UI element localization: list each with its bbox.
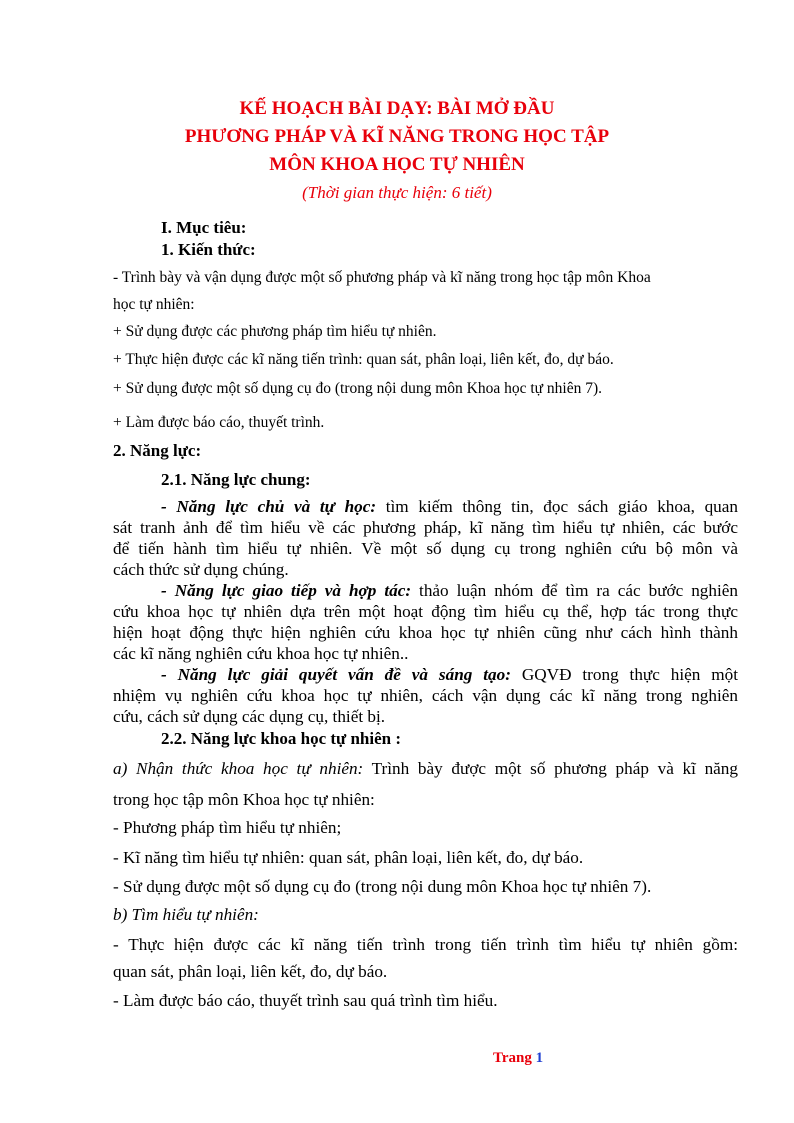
inquiry-label: b) Tìm hiểu tự nhiên:: [113, 905, 259, 924]
page-footer: [493, 1050, 543, 1067]
page-number: 1: [535, 1050, 544, 1066]
self-study-label: - Năng lực chủ và tự học:: [161, 497, 377, 516]
cognition-line-2: trong học tập môn Khoa học tự nhiên:: [113, 790, 375, 809]
page-label: Trang: [493, 1050, 532, 1066]
communication-line-3: hiện hoạt động thực hiện nghiên cứu khoa học tự nhiên cũng như cách hình thành: [113, 623, 738, 642]
problem-solving-label: - Năng lực giải quyết vấn đề và sáng tạo:: [161, 665, 511, 684]
cognition-bullet: - Sử dụng được một số dụng cụ đo (trong nội dung môn Khoa học tự nhiên 7).: [113, 877, 652, 896]
inquiry-line-3: - Làm được báo cáo, thuyết trình sau quá trình tìm hiểu.: [113, 991, 498, 1010]
problem-solving-line-2: nhiệm vụ nghiên cứu khoa học tự nhiên, cách vận dụng các kĩ năng trong nghiên: [113, 686, 738, 705]
self-study-line-1: - Năng lực chủ và tự học: tìm kiếm thông tin, đọc sách giáo khoa, quan: [161, 497, 738, 516]
inquiry-line-1: - Thực hiện được các kĩ năng tiến trình trong tiến trình tìm hiểu tự nhiên gồm:: [113, 935, 738, 954]
cognition-bullet: - Kĩ năng tìm hiểu tự nhiên: quan sát, phân loại, liên kết, đo, dự báo.: [113, 848, 584, 867]
title-line-2: PHƯƠNG PHÁP VÀ KĨ NĂNG TRONG HỌC TẬP: [184, 126, 610, 147]
self-study-line-2: sát tranh ảnh để tìm hiểu về các phương pháp, kĩ năng tìm hiểu tự nhiên, các bước: [113, 518, 738, 537]
title-line-3: MÔN KHOA HỌC TỰ NHIÊN: [269, 154, 525, 175]
problem-solving-line-3: cứu, cách sử dụng các dụng cụ, thiết bị.: [113, 707, 386, 726]
knowledge-heading: 1. Kiến thức:: [161, 240, 256, 259]
self-study-line-3: để tiến hành tìm hiểu tự nhiên. Về một số dụng cụ trong nghiên cứu bộ môn và: [113, 539, 738, 558]
communication-label: - Năng lực giao tiếp và hợp tác:: [161, 581, 412, 600]
self-study-line-4: cách thức sử dụng chúng.: [113, 560, 289, 579]
knowledge-bullet: + Sử dụng được các phương pháp tìm hiểu tự nhiên.: [113, 323, 437, 340]
knowledge-bullet: + Làm được báo cáo, thuyết trình.: [113, 414, 325, 431]
problem-solving-line-1: - Năng lực giải quyết vấn đề và sáng tạo: GQVĐ trong thực hiện một: [161, 665, 738, 684]
competence-heading: 2. Năng lực:: [113, 441, 202, 460]
title-line-1: KẾ HOẠCH BÀI DẠY: BÀI MỞ ĐẦU: [239, 98, 555, 119]
communication-line-1: - Năng lực giao tiếp và hợp tác: thảo luận nhóm để tìm ra các bước nghiên: [161, 581, 738, 600]
cognition-line-1: a) Nhận thức khoa học tự nhiên: Trình bày được một số phương pháp và kĩ năng: [113, 759, 738, 778]
knowledge-bullet: + Thực hiện được các kĩ năng tiến trình: quan sát, phân loại, liên kết, đo, dự báo.: [113, 351, 614, 368]
duration-subtitle: (Thời gian thực hiện: 6 tiết): [302, 183, 492, 202]
cognition-bullet: - Phương pháp tìm hiểu tự nhiên;: [113, 818, 342, 837]
natural-science-competence-heading: 2.2. Năng lực khoa học tự nhiên :: [161, 729, 402, 748]
general-competence-heading: 2.1. Năng lực chung:: [161, 470, 311, 489]
inquiry-line-2: quan sát, phân loại, liên kết, đo, dự báo.: [113, 962, 388, 981]
knowledge-bullet: + Sử dụng được một số dụng cụ đo (trong nội dung môn Khoa học tự nhiên 7).: [113, 380, 603, 397]
cognition-label: a) Nhận thức khoa học tự nhiên:: [113, 759, 364, 778]
communication-line-2: cứu khoa học tự nhiên dựa trên một hoạt động tìm hiểu cụ thể, hợp tác trong thực: [113, 602, 738, 621]
knowledge-intro-line-2: học tự nhiên:: [113, 296, 195, 313]
communication-line-4: các kĩ năng nghiên cứu khoa học tự nhiên..: [113, 644, 409, 663]
knowledge-intro-line-1: - Trình bày và vận dụng được một số phương pháp và kĩ năng trong học tập môn Khoa: [113, 269, 651, 286]
section-objectives-heading: I. Mục tiêu:: [161, 218, 247, 237]
